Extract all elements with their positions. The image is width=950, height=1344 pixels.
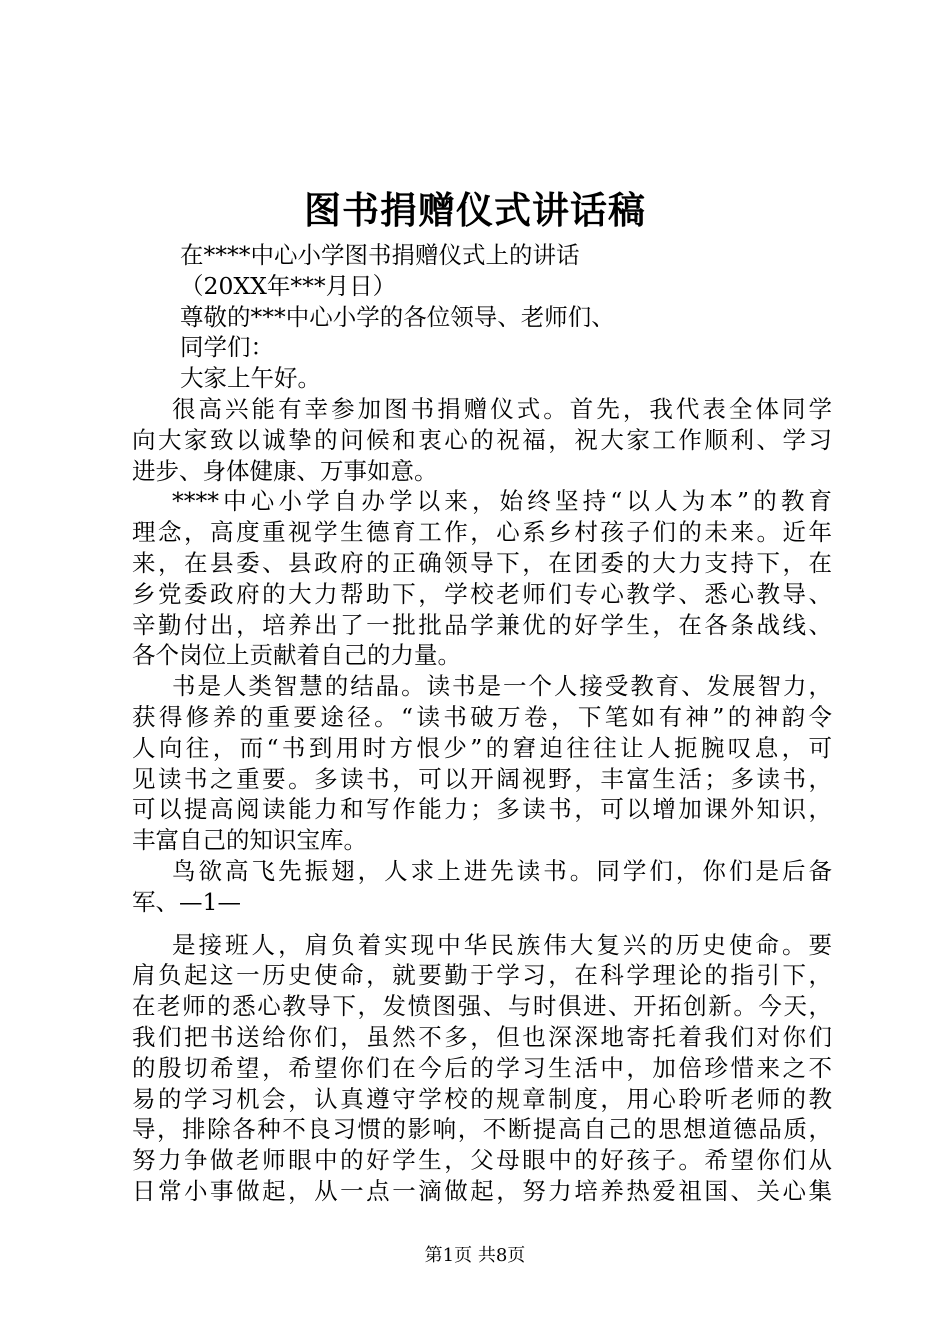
paragraph-line: 获得修养的重要途径。“读书破万卷，下笔如有神”的神韵令: [132, 702, 832, 731]
paragraph-line: 理念，高度重视学生德育工作，心系乡村孩子们的未来。近年: [132, 518, 832, 547]
paragraph-line: 日常小事做起，从一点一滴做起，努力培养热爱祖国、关心集: [132, 1176, 832, 1205]
document-body: [132, 240, 832, 1207]
paragraph-line: 导，排除各种不良习惯的影响，不断提高自己的思想道德品质，: [132, 1115, 832, 1144]
paragraph-line: 的殷切希望，希望你们在今后的学习生活中，加倍珍惜来之不: [132, 1053, 832, 1082]
paragraph-line: 丰富自己的知识宝库。: [132, 826, 367, 855]
paragraph-line: 我们把书送给你们，虽然不多，但也深深地寄托着我们对你们: [132, 1022, 832, 1051]
paragraph-line: 是接班人，肩负着实现中华民族伟大复兴的历史使命。要: [172, 930, 832, 959]
salutation-line: 尊敬的***中心小学的各位领导、老师们、: [180, 302, 615, 331]
paragraph-line: 在老师的悉心教导下，发愤图强、与时俱进、开拓创新。今天，: [132, 992, 832, 1021]
paragraph-line: 各个岗位上贡献着自己的力量。: [132, 641, 461, 670]
paragraph-line: 努力争做老师眼中的好学生，父母眼中的好孩子。希望你们从: [132, 1146, 832, 1175]
paragraph-line: ****中心小学自办学以来，始终坚持“以人为本”的教育: [172, 487, 832, 516]
salutation-line: 同学们：: [180, 333, 274, 362]
paragraph-line: 鸟欲高飞先振翅，人求上进先读书。同学们，你们是后备: [172, 856, 832, 885]
paragraph-line: 辛勤付出，培养出了一批批品学兼优的好学生，在各条战线、: [132, 610, 832, 639]
speech-heading: 在****中心小学图书捐赠仪式上的讲话: [180, 241, 580, 269]
paragraph-line: 易的学习机会，认真遵守学校的规章制度，用心聆听老师的教: [132, 1084, 832, 1113]
paragraph-line: 进步、身体健康、万事如意。: [132, 456, 438, 485]
speech-date: （20XX年***月日）: [180, 271, 397, 300]
greeting-line: 大家上午好。: [180, 364, 321, 393]
document-title: 图书捐赠仪式讲话稿: [304, 188, 646, 232]
paragraph-line: 人向往，而“书到用时方恨少”的窘迫往往让人扼腕叹息，可: [132, 733, 832, 762]
paragraph-line: 可以提高阅读能力和写作能力；多读书，可以增加课外知识，: [132, 795, 832, 824]
page-break-gap: [132, 918, 832, 930]
paragraph-line: 肩负起这一历史使命，就要勤于学习，在科学理论的指引下，: [132, 961, 832, 990]
paragraph-line: 向大家致以诚挚的问候和衷心的祝福，祝大家工作顺利、学习: [132, 425, 832, 454]
paragraph-line: 乡党委政府的大力帮助下，学校老师们专心教学、悉心教导、: [132, 579, 832, 608]
page-footer: 第1页 共8页: [424, 1245, 526, 1266]
paragraph-line: 很高兴能有幸参加图书捐赠仪式。首先，我代表全体同学: [172, 394, 832, 423]
paragraph-line: 见读书之重要。多读书，可以开阔视野，丰富生活；多读书，: [132, 764, 832, 793]
paragraph-line: 军、—1—: [132, 887, 241, 916]
paragraph-line: 来，在县委、县政府的正确领导下，在团委的大力支持下，在: [132, 548, 832, 577]
paragraph-line: 书是人类智慧的结晶。读书是一个人接受教育、发展智力，: [172, 672, 832, 701]
